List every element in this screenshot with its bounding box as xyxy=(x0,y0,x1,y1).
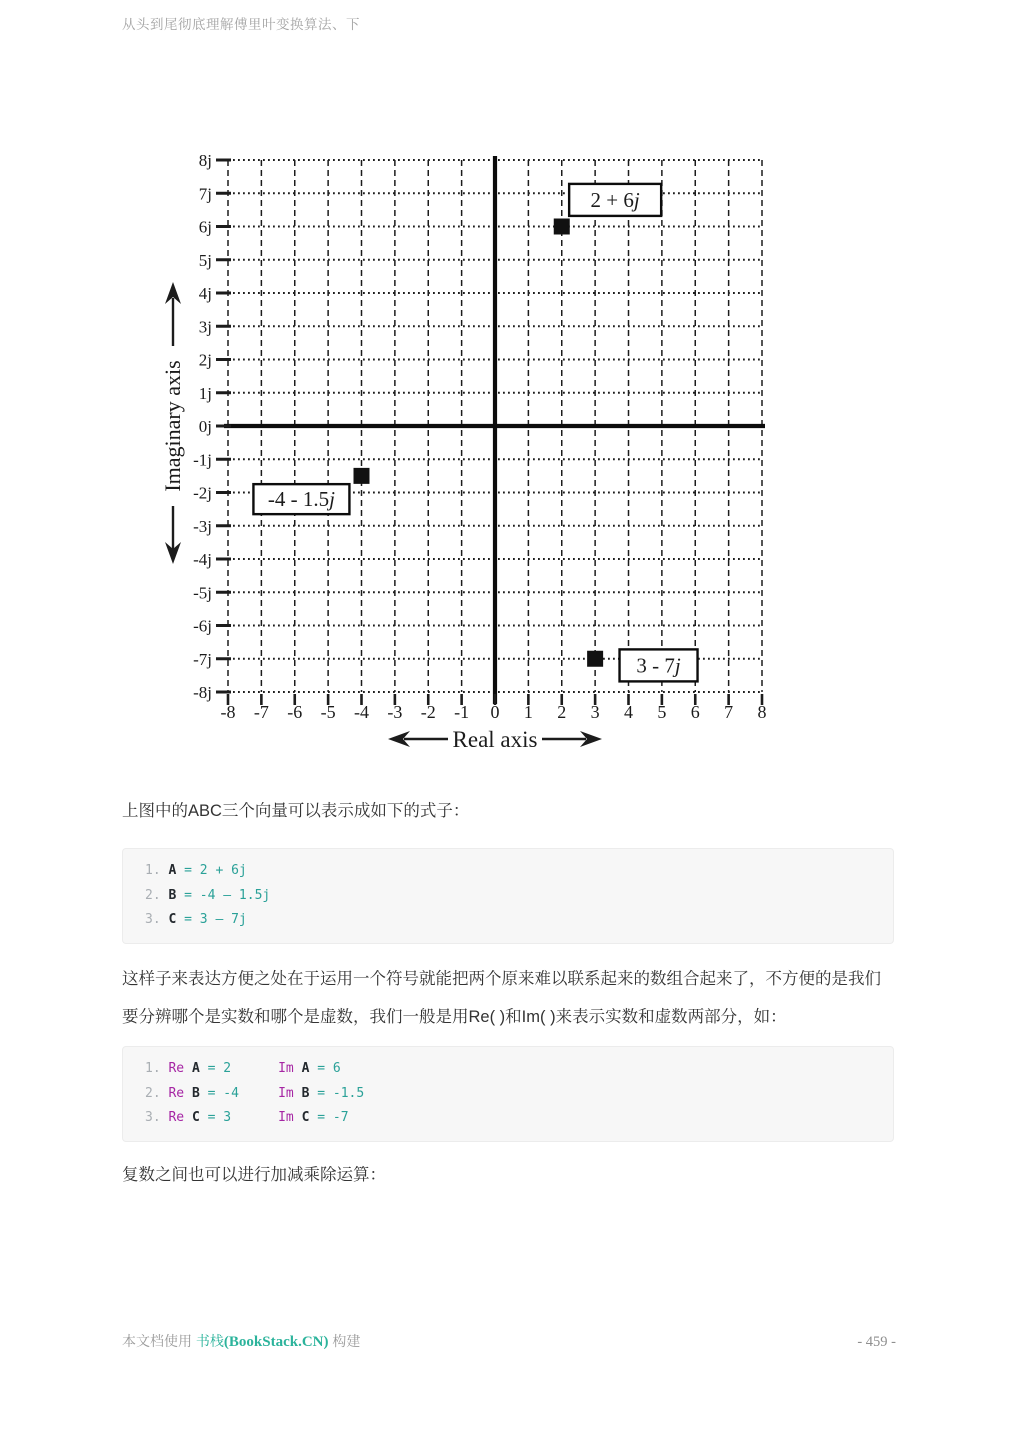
paragraph-arithmetic-intro: 复数之间也可以进行加减乘除运算： xyxy=(122,1166,386,1184)
page-number: - 459 - xyxy=(857,1334,896,1350)
x-tick-label: -6 xyxy=(287,702,303,722)
y-tick-label: 3j xyxy=(198,317,212,337)
line-number: 2. xyxy=(145,1085,169,1101)
y-tick-label: -7j xyxy=(193,649,212,669)
x-tick-label: 7 xyxy=(724,702,734,722)
x-tick-label: -7 xyxy=(253,702,269,722)
y-tick-label: 4j xyxy=(198,284,212,303)
code-keyword-re: Re xyxy=(168,1110,192,1125)
x-tick-label: -8 xyxy=(220,702,236,722)
chart-canvas xyxy=(160,150,800,770)
code-line xyxy=(145,1106,893,1131)
y-tick-label: 1j xyxy=(198,383,212,403)
code-variable: A xyxy=(191,1061,200,1076)
x-tick-label: -4 xyxy=(354,702,369,722)
y-tick-label: -1j xyxy=(193,450,212,470)
y-tick-label: -6j xyxy=(193,616,212,636)
code-line xyxy=(145,859,893,884)
y-tick-label: 2j xyxy=(198,350,212,370)
code-variable: A xyxy=(168,863,177,878)
x-tick-label: 4 xyxy=(624,702,633,722)
annotation-label: 3 - 7j xyxy=(636,653,681,678)
code-value: = 2 xyxy=(199,1061,279,1076)
code-keyword-im: Im xyxy=(278,1061,302,1076)
x-tick-label: -2 xyxy=(420,702,436,722)
x-tick-label: 0 xyxy=(490,702,500,722)
code-value: = -4 xyxy=(199,1085,279,1101)
code-keyword-im: Im xyxy=(278,1085,302,1101)
footer-suffix: 构建 xyxy=(328,1333,361,1349)
page-footer xyxy=(122,1331,896,1351)
x-axis-title: Real axis xyxy=(452,727,538,752)
point-annotations xyxy=(253,184,697,682)
x-tick-label: 3 xyxy=(590,702,600,722)
x-tick-label: 6 xyxy=(690,702,700,722)
x-tick-label: -5 xyxy=(320,702,336,722)
code-variable: A xyxy=(301,1061,310,1076)
code-variable: B xyxy=(168,887,177,903)
axis-lines xyxy=(224,156,765,704)
y-tick-label: -4j xyxy=(193,550,212,569)
y-tick-label: -2j xyxy=(193,483,212,503)
line-number: 2. xyxy=(145,887,169,903)
document-title: 从头到尾彻底理解傅里叶变换算法、下 xyxy=(122,17,360,32)
data-point xyxy=(354,468,370,484)
y-tick-label: 8j xyxy=(198,151,212,170)
x-tick-label: 2 xyxy=(557,702,567,722)
y-tick-label: 7j xyxy=(198,184,212,204)
line-number: 1. xyxy=(145,1061,169,1076)
y-tick-label: 5j xyxy=(198,250,212,270)
y-tick-label: 6j xyxy=(198,217,212,237)
code-variable: B xyxy=(191,1085,200,1101)
code-variable: C xyxy=(301,1110,310,1125)
code-line xyxy=(145,908,893,933)
paragraph-intro-vectors: 上图中的ABC三个向量可以表示成如下的式子： xyxy=(122,802,470,820)
line-number: 3. xyxy=(145,1110,169,1125)
code-value: = -1.5 xyxy=(309,1085,365,1101)
code-value: = 3 – 7j xyxy=(176,912,247,927)
y-tick-label: 0j xyxy=(198,417,212,436)
code-block-complex-definitions xyxy=(122,848,894,944)
x-tick-label: -1 xyxy=(454,702,470,722)
y-axis-down-arrow-icon xyxy=(165,506,181,564)
paragraph-re-im-explanation: 这样子来表达方便之处在于运用一个符号就能把两个原来难以联系起来的数组合起来了，不方便的是我们要分辨哪个是实数和哪个是虚数，我们一般是用Re( )和Im( )来表示实数和虚数两部分，如： xyxy=(122,970,881,1026)
code-keyword-re: Re xyxy=(168,1061,192,1076)
tick-labels xyxy=(193,151,766,722)
code-line xyxy=(145,1057,893,1082)
code-value: = 6 xyxy=(309,1061,341,1076)
footer-prefix: 本文档使用 xyxy=(122,1333,196,1349)
footer-brand-domain: (BookStack.CN) xyxy=(223,1334,329,1350)
y-tick-label: -5j xyxy=(193,583,212,603)
code-keyword-re: Re xyxy=(168,1085,192,1101)
code-line xyxy=(145,1082,893,1107)
data-point xyxy=(587,651,603,667)
footer-brand-link[interactable] xyxy=(196,1333,329,1349)
code-variable: B xyxy=(301,1085,310,1101)
line-number: 3. xyxy=(145,912,169,927)
line-number: 1. xyxy=(145,863,169,878)
code-value: = 2 + 6j xyxy=(176,863,247,878)
annotation-label: 2 + 6j xyxy=(590,187,640,212)
footer-brand: 书栈 xyxy=(195,1333,224,1349)
code-block-re-im-parts xyxy=(122,1046,894,1142)
code-value: = 3 xyxy=(199,1110,279,1125)
x-tick-label: 8 xyxy=(757,702,767,722)
data-points xyxy=(354,219,604,667)
y-tick-label: -8j xyxy=(193,683,212,702)
code-value: = -7 xyxy=(309,1110,349,1125)
y-axis-up-arrow-icon xyxy=(165,282,181,346)
code-keyword-im: Im xyxy=(278,1110,302,1125)
code-variable: C xyxy=(168,912,177,927)
x-axis-left-arrow-icon xyxy=(388,731,448,747)
x-tick-label: 5 xyxy=(657,702,667,722)
data-point xyxy=(554,219,570,235)
tick-marks xyxy=(216,160,762,705)
x-axis-right-arrow-icon xyxy=(542,731,602,747)
footer-build-note xyxy=(122,1331,360,1351)
y-tick-label: -3j xyxy=(193,516,212,536)
code-variable: C xyxy=(191,1110,200,1125)
code-line xyxy=(145,884,893,909)
complex-plane-chart xyxy=(160,150,800,770)
code-value: = -4 – 1.5j xyxy=(176,887,271,903)
y-axis-title: Imaginary axis xyxy=(160,360,185,492)
annotation-label: -4 - 1.5j xyxy=(267,487,335,512)
x-tick-label: -3 xyxy=(387,702,403,722)
x-tick-label: 1 xyxy=(523,702,533,722)
